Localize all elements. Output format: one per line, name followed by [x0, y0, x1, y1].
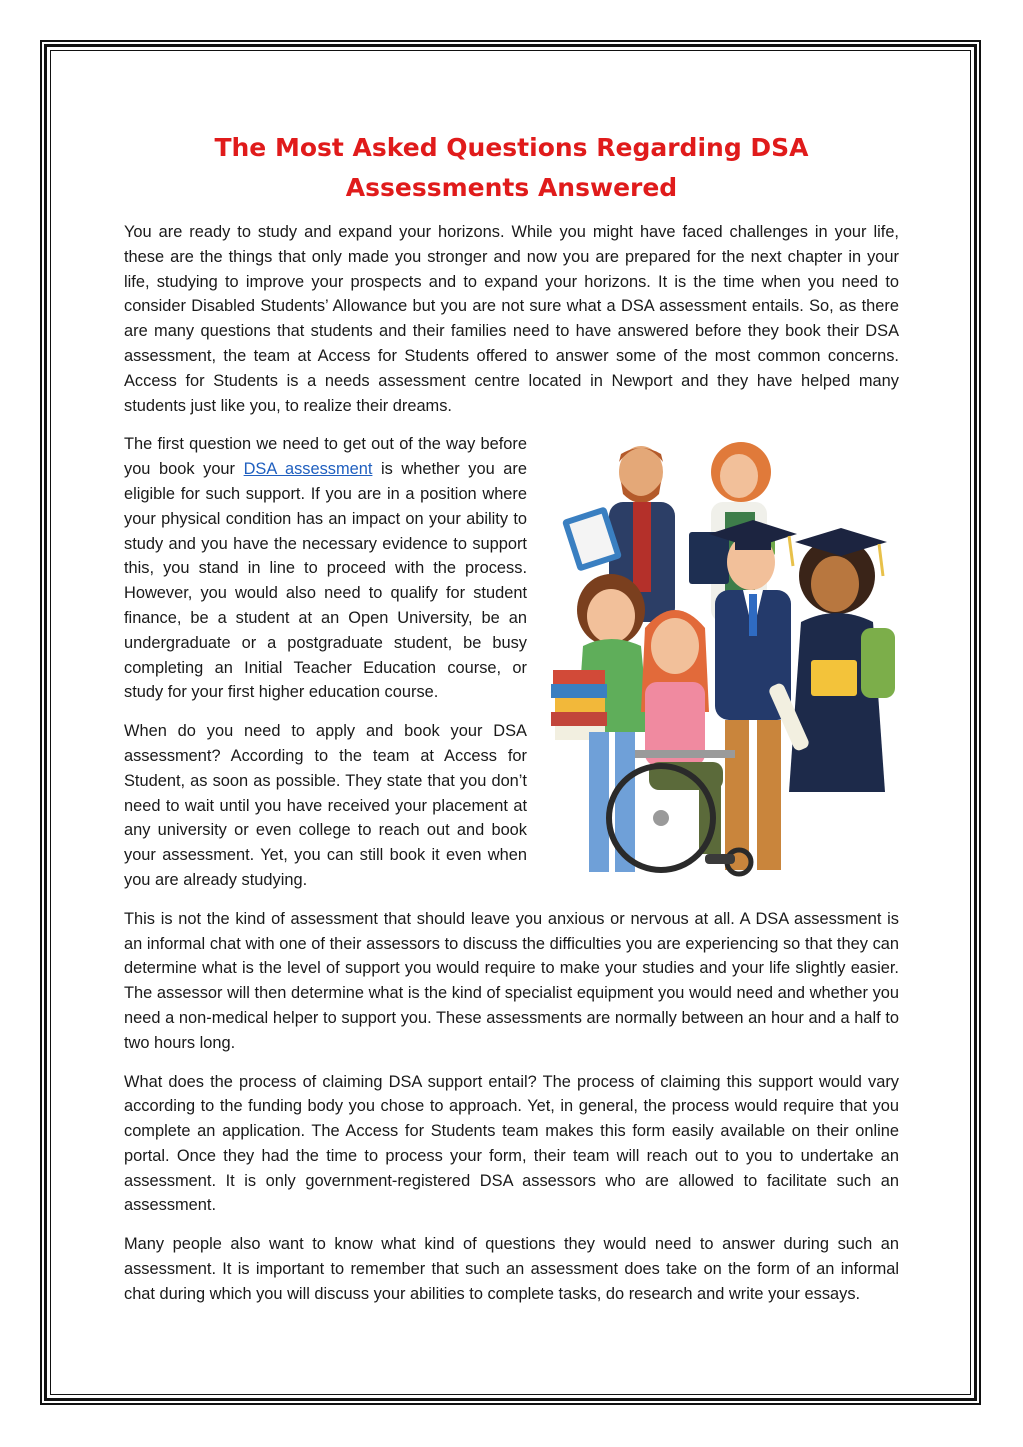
paragraph-claiming-process: What does the process of claiming DSA support entail? The process of claiming this support would vary according to the funding body you chose to approach. Yet, in general, the process would require that you complete an application. The Access for Students team makes this form easily available on their online portal. Once they had the time to process your form, their team will reach out to you to undertake an assessment. It is only government-registered DSA assessors who are allowed to facilitate such an assessment.	[124, 1072, 899, 1215]
paragraph-intro: You are ready to study and expand your horizons. While you might have faced challenges in your life, these are the things that only made you stronger and now you are prepared for the next chapter in your life, studying to improve your prospects and to expand your horizons. It is the time when you need to consider Disabled Students’ Allowance but you are not sure what a DSA assessment entails. So, as there are many questions that students and their families need to have answered before they book their DSA assessment, the team at Access for Students offered to answer some of the most common concerns. Access for Students is a needs assessment centre located in Newport and they have helped many students just like you, to realize their dreams.	[124, 223, 899, 415]
dsa-assessment-link[interactable]: DSA assessment	[243, 460, 373, 479]
students-group-illustration	[549, 432, 899, 884]
document-title: The Most Asked Questions Regarding DSA Assessments Answered	[214, 133, 809, 202]
eligibility-text-start: The first question we need to get out of the way before you book your	[124, 435, 527, 479]
document-body	[124, 128, 899, 1321]
paragraph-when-to-apply: When do you need to apply and book your DSA assessment? According to the team at Access for Student, as soon as possible. They state that you don’t need to wait until you have received your placement at any university or even college to reach out and book your assessment. Yet, you can still book it even when you are already studying.	[124, 722, 527, 889]
paragraph-eligibility	[124, 432, 534, 705]
eligibility-text-end: is whether you are eligible for such support. If you are in a position where your physical condition has an impact on your ability to study and you have the necessary evidence to support this, you stand in line to proceed with the process. However, you would also need to qualify for student finance, be a student at an Open University, be an undergraduate or a postgraduate student, be busy completing an Initial Teacher Education course, or study for your first higher education course.	[124, 460, 527, 702]
figure-section	[124, 432, 899, 892]
paragraph-questions: Many people also want to know what kind of questions they would need to answer during such an assessment. It is important to remember that such an assessment does take on the form of an informal chat during which you will discuss your abilities to complete tasks, do research and write your essays.	[124, 1235, 899, 1303]
paragraph-informal-chat: This is not the kind of assessment that should leave you anxious or nervous at all. A DSA assessment is an informal chat with one of their assessors to discuss the difficulties you are experiencing so that they can determine what is the level of support you would require to make your studies and your life slightly easier. The assessor will then determine what is the kind of specialist equipment you would need and whether you need a non-medical helper to support you. These assessments are normally between an hour and a half to two hours long.	[124, 909, 899, 1052]
